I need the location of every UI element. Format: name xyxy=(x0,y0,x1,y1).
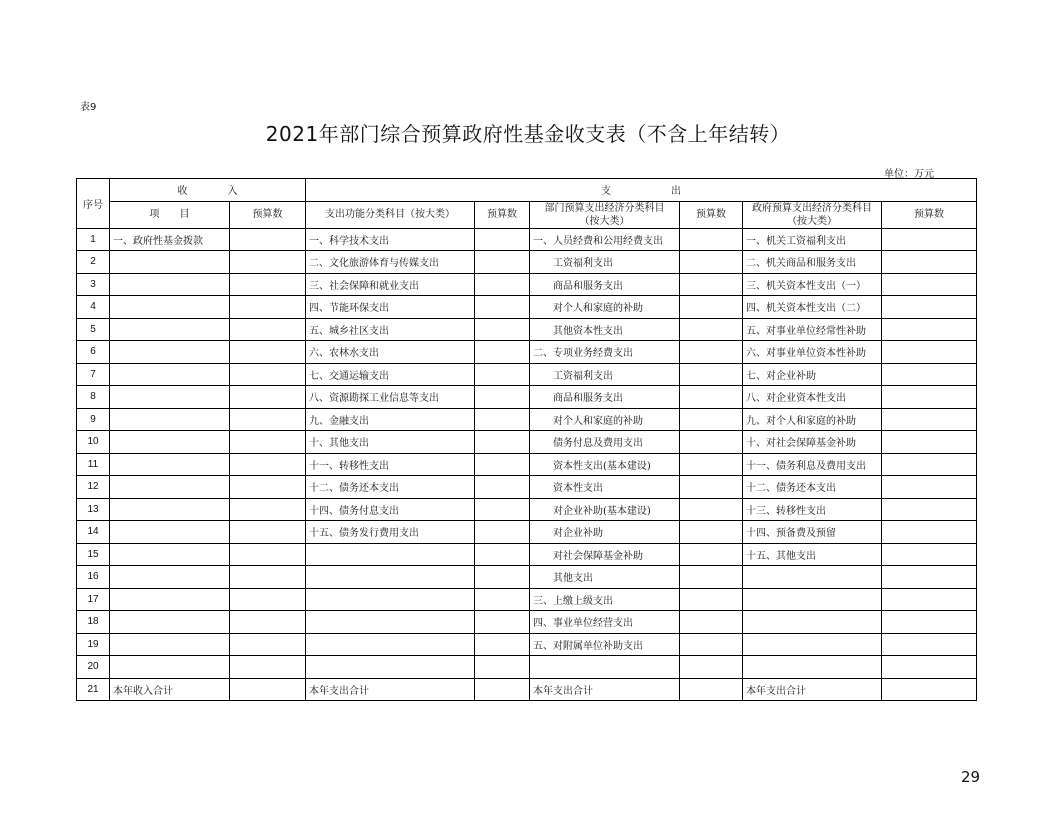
dept-econ-cell: 对个人和家庭的补助 xyxy=(530,408,680,431)
func-budget-cell xyxy=(475,341,530,364)
func-class-cell: 七、交通运输支出 xyxy=(306,363,475,386)
income-budget-cell xyxy=(230,656,306,679)
func-class-cell xyxy=(306,633,475,656)
income-item-cell xyxy=(110,566,230,589)
func-budget-cell xyxy=(475,296,530,319)
dept-budget-cell xyxy=(680,521,743,544)
table-row xyxy=(77,296,977,319)
row-number: 4 xyxy=(77,296,110,319)
func-class-cell xyxy=(306,611,475,634)
gov-budget-cell xyxy=(882,228,977,251)
func-budget-cell xyxy=(475,588,530,611)
gov-budget-cell xyxy=(882,633,977,656)
table-row xyxy=(77,408,977,431)
table-row xyxy=(77,341,977,364)
gov-budget-cell xyxy=(882,588,977,611)
income-item-cell xyxy=(110,498,230,521)
table-row xyxy=(77,386,977,409)
func-budget-cell xyxy=(475,431,530,454)
income-item-cell xyxy=(110,588,230,611)
row-number: 6 xyxy=(77,341,110,364)
func-class-cell: 八、资源勘探工业信息等支出 xyxy=(306,386,475,409)
row-number: 21 xyxy=(77,678,110,701)
dept-econ-cell: 资本性支出 xyxy=(530,476,680,499)
table-row xyxy=(77,363,977,386)
income-header: 收 入 xyxy=(110,179,306,202)
table-row xyxy=(77,431,977,454)
table-row xyxy=(77,251,977,274)
func-budget-cell xyxy=(475,656,530,679)
row-number: 12 xyxy=(77,476,110,499)
func-class-cell: 十二、债务还本支出 xyxy=(306,476,475,499)
row-number: 14 xyxy=(77,521,110,544)
income-item-cell xyxy=(110,431,230,454)
page-number: 29 xyxy=(961,768,981,786)
income-budget-cell xyxy=(230,543,306,566)
header-row-group xyxy=(77,179,977,202)
table-number: 表9 xyxy=(80,102,97,113)
row-number: 8 xyxy=(77,386,110,409)
gov-econ-cell: 四、机关资本性支出（二） xyxy=(743,296,882,319)
gov-econ-cell: 本年支出合计 xyxy=(743,678,882,701)
income-item-cell xyxy=(110,611,230,634)
income-item-cell xyxy=(110,656,230,679)
dept-budget-cell xyxy=(680,453,743,476)
income-budget-cell xyxy=(230,296,306,319)
expenditure-header: 支 出 xyxy=(306,179,977,202)
dept-budget-cell xyxy=(680,296,743,319)
dept-econ-cell: 三、上缴上级支出 xyxy=(530,588,680,611)
gov-budget-cell xyxy=(882,566,977,589)
func-budget-cell xyxy=(475,408,530,431)
func-class-cell: 本年支出合计 xyxy=(306,678,475,701)
table-row xyxy=(77,566,977,589)
income-item-cell xyxy=(110,543,230,566)
dept-econ-cell: 对个人和家庭的补助 xyxy=(530,296,680,319)
dept-econ-header xyxy=(530,201,680,228)
dept-econ-cell: 商品和服务支出 xyxy=(530,273,680,296)
income-item-cell xyxy=(110,633,230,656)
func-class-cell xyxy=(306,566,475,589)
income-budget-cell xyxy=(230,588,306,611)
func-class-cell: 五、城乡社区支出 xyxy=(306,318,475,341)
row-number: 15 xyxy=(77,543,110,566)
dept-econ-cell: 本年支出合计 xyxy=(530,678,680,701)
dept-budget-cell xyxy=(680,363,743,386)
func-class-cell: 六、农林水支出 xyxy=(306,341,475,364)
table-row xyxy=(77,453,977,476)
dept-budget-cell xyxy=(680,543,743,566)
row-number: 10 xyxy=(77,431,110,454)
income-budget-cell xyxy=(230,678,306,701)
dept-budget-cell xyxy=(680,498,743,521)
income-budget-cell xyxy=(230,273,306,296)
income-budget-cell xyxy=(230,251,306,274)
dept-econ-cell: 其他支出 xyxy=(530,566,680,589)
gov-econ-cell: 十四、预备费及预留 xyxy=(743,521,882,544)
dept-econ-cell: 对社会保障基金补助 xyxy=(530,543,680,566)
func-class-cell: 三、社会保障和就业支出 xyxy=(306,273,475,296)
dept-econ-cell xyxy=(530,656,680,679)
income-item-cell xyxy=(110,453,230,476)
dept-budget-cell xyxy=(680,476,743,499)
row-number: 16 xyxy=(77,566,110,589)
row-number: 3 xyxy=(77,273,110,296)
gov-econ-header xyxy=(743,201,882,228)
func-budget-cell xyxy=(475,363,530,386)
seq-header: 序号 xyxy=(77,179,110,229)
income-budget-cell xyxy=(230,521,306,544)
income-budget-cell xyxy=(230,431,306,454)
income-item-cell xyxy=(110,341,230,364)
func-class-cell: 十、其他支出 xyxy=(306,431,475,454)
dept-econ-cell: 工资福利支出 xyxy=(530,363,680,386)
dept-econ-cell: 一、人员经费和公用经费支出 xyxy=(530,228,680,251)
func-class-cell: 十五、债务发行费用支出 xyxy=(306,521,475,544)
table-row xyxy=(77,318,977,341)
dept-budget-cell xyxy=(680,341,743,364)
func-budget-cell xyxy=(475,678,530,701)
gov-budget-cell xyxy=(882,363,977,386)
dept-budget-cell xyxy=(680,228,743,251)
func-budget-cell xyxy=(475,566,530,589)
gov-budget-cell xyxy=(882,498,977,521)
func-budget-cell xyxy=(475,318,530,341)
dept-econ-cell: 资本性支出(基本建设) xyxy=(530,453,680,476)
gov-budget-cell xyxy=(882,251,977,274)
gov-budget-cell xyxy=(882,296,977,319)
header-row-columns xyxy=(77,201,977,228)
income-budget-cell xyxy=(230,341,306,364)
row-number: 19 xyxy=(77,633,110,656)
func-budget-cell xyxy=(475,521,530,544)
gov-econ-cell: 十一、债务利息及费用支出 xyxy=(743,453,882,476)
income-budget-cell xyxy=(230,408,306,431)
gov-budget-cell xyxy=(882,318,977,341)
gov-econ-cell xyxy=(743,633,882,656)
row-number: 7 xyxy=(77,363,110,386)
dept-budget-cell xyxy=(680,431,743,454)
dept-econ-cell: 工资福利支出 xyxy=(530,251,680,274)
gov-econ-cell: 六、对事业单位资本性补助 xyxy=(743,341,882,364)
func-budget-cell xyxy=(475,386,530,409)
income-item-cell: 一、政府性基金拨款 xyxy=(110,228,230,251)
gov-budget-cell xyxy=(882,611,977,634)
document-title: 2021年部门综合预算政府性基金收支表（不含上年结转） xyxy=(265,122,791,146)
dept-econ-cell: 五、对附属单位补助支出 xyxy=(530,633,680,656)
gov-econ-cell: 十二、债务还本支出 xyxy=(743,476,882,499)
dept-econ-cell: 二、专项业务经费支出 xyxy=(530,341,680,364)
table-row xyxy=(77,273,977,296)
dept-budget-cell xyxy=(680,678,743,701)
gov-econ-cell: 一、机关工资福利支出 xyxy=(743,228,882,251)
income-item-cell xyxy=(110,273,230,296)
row-number: 1 xyxy=(77,228,110,251)
income-budget-cell xyxy=(230,228,306,251)
gov-econ-cell: 九、对个人和家庭的补助 xyxy=(743,408,882,431)
func-class-cell: 四、节能环保支出 xyxy=(306,296,475,319)
dept-econ-cell: 债务付息及费用支出 xyxy=(530,431,680,454)
func-class-cell xyxy=(306,588,475,611)
gov-budget-cell xyxy=(882,543,977,566)
dept-budget-cell xyxy=(680,408,743,431)
table-row xyxy=(77,588,977,611)
gov-econ-cell: 七、对企业补助 xyxy=(743,363,882,386)
unit-label: 单位：万元 xyxy=(884,169,934,180)
income-item-cell xyxy=(110,476,230,499)
row-number: 13 xyxy=(77,498,110,521)
table-row xyxy=(77,521,977,544)
income-budget-cell xyxy=(230,633,306,656)
gov-econ-cell xyxy=(743,588,882,611)
gov-econ-cell: 十、对社会保障基金补助 xyxy=(743,431,882,454)
dept-econ-header-line1: 部门预算支出经济分类科目 xyxy=(544,202,665,214)
income-item-cell: 本年收入合计 xyxy=(110,678,230,701)
func-class-cell: 九、金融支出 xyxy=(306,408,475,431)
gov-econ-header-line1: 政府预算支出经济分类科目 xyxy=(752,202,872,214)
row-number: 11 xyxy=(77,453,110,476)
gov-budget-cell xyxy=(882,341,977,364)
dept-econ-cell: 四、事业单位经营支出 xyxy=(530,611,680,634)
gov-budget-cell xyxy=(882,386,977,409)
table-row xyxy=(77,611,977,634)
gov-budget-cell xyxy=(882,273,977,296)
dept-budget-cell xyxy=(680,566,743,589)
table-row xyxy=(77,476,977,499)
gov-econ-cell: 十五、其他支出 xyxy=(743,543,882,566)
gov-econ-cell xyxy=(743,566,882,589)
income-item-cell xyxy=(110,521,230,544)
table-body xyxy=(77,228,977,701)
dept-budget-cell xyxy=(680,386,743,409)
row-number: 20 xyxy=(77,656,110,679)
gov-econ-cell: 三、机关资本性支出（一） xyxy=(743,273,882,296)
income-budget-cell xyxy=(230,476,306,499)
gov-econ-cell: 五、对事业单位经常性补助 xyxy=(743,318,882,341)
dept-budget-cell xyxy=(680,656,743,679)
row-number: 9 xyxy=(77,408,110,431)
func-budget-cell xyxy=(475,611,530,634)
dept-budget-cell xyxy=(680,273,743,296)
func-budget-header: 预算数 xyxy=(475,201,530,228)
income-item-cell xyxy=(110,408,230,431)
func-class-cell: 二、文化旅游体育与传媒支出 xyxy=(306,251,475,274)
func-budget-cell xyxy=(475,251,530,274)
dept-budget-cell xyxy=(680,611,743,634)
func-budget-cell xyxy=(475,228,530,251)
table-row xyxy=(77,543,977,566)
table-row xyxy=(77,678,977,701)
func-class-cell: 十四、债务付息支出 xyxy=(306,498,475,521)
gov-budget-header: 预算数 xyxy=(882,201,977,228)
func-budget-cell xyxy=(475,476,530,499)
gov-budget-cell xyxy=(882,656,977,679)
income-budget-cell xyxy=(230,611,306,634)
gov-econ-cell: 十三、转移性支出 xyxy=(743,498,882,521)
dept-econ-cell: 其他资本性支出 xyxy=(530,318,680,341)
income-item-cell xyxy=(110,318,230,341)
gov-budget-cell xyxy=(882,408,977,431)
gov-budget-cell xyxy=(882,431,977,454)
income-budget-cell xyxy=(230,566,306,589)
dept-econ-header-line2: （按大类） xyxy=(579,215,630,227)
income-item-cell xyxy=(110,386,230,409)
row-number: 18 xyxy=(77,611,110,634)
table-row xyxy=(77,498,977,521)
row-number: 17 xyxy=(77,588,110,611)
gov-econ-cell: 二、机关商品和服务支出 xyxy=(743,251,882,274)
row-number: 2 xyxy=(77,251,110,274)
income-budget-cell xyxy=(230,363,306,386)
gov-budget-cell xyxy=(882,521,977,544)
income-budget-cell xyxy=(230,453,306,476)
dept-budget-cell xyxy=(680,318,743,341)
row-number: 5 xyxy=(77,318,110,341)
table-row xyxy=(77,633,977,656)
func-class-cell xyxy=(306,543,475,566)
budget-table xyxy=(76,178,977,701)
table-row xyxy=(77,656,977,679)
dept-budget-cell xyxy=(680,588,743,611)
income-budget-cell xyxy=(230,498,306,521)
income-budget-header: 预算数 xyxy=(230,201,306,228)
income-budget-cell xyxy=(230,318,306,341)
func-budget-cell xyxy=(475,273,530,296)
gov-econ-cell: 八、对企业资本性支出 xyxy=(743,386,882,409)
income-budget-cell xyxy=(230,386,306,409)
dept-econ-cell: 对企业补助 xyxy=(530,521,680,544)
func-budget-cell xyxy=(475,453,530,476)
dept-econ-cell: 对企业补助(基本建设) xyxy=(530,498,680,521)
table-row xyxy=(77,228,977,251)
dept-econ-cell: 商品和服务支出 xyxy=(530,386,680,409)
func-class-cell: 十一、转移性支出 xyxy=(306,453,475,476)
func-budget-cell xyxy=(475,543,530,566)
gov-budget-cell xyxy=(882,476,977,499)
func-budget-cell xyxy=(475,633,530,656)
func-budget-cell xyxy=(475,498,530,521)
income-item-cell xyxy=(110,251,230,274)
func-class-cell: 一、科学技术支出 xyxy=(306,228,475,251)
income-item-cell xyxy=(110,296,230,319)
gov-econ-cell xyxy=(743,656,882,679)
item-header: 项 目 xyxy=(110,201,230,228)
dept-budget-cell xyxy=(680,633,743,656)
func-class-cell xyxy=(306,656,475,679)
gov-budget-cell xyxy=(882,453,977,476)
income-item-cell xyxy=(110,363,230,386)
dept-budget-cell xyxy=(680,251,743,274)
gov-econ-header-line2: （按大类） xyxy=(787,215,837,227)
gov-budget-cell xyxy=(882,678,977,701)
func-class-header: 支出功能分类科目（按大类） xyxy=(306,201,475,228)
dept-budget-header: 预算数 xyxy=(680,201,743,228)
gov-econ-cell xyxy=(743,611,882,634)
